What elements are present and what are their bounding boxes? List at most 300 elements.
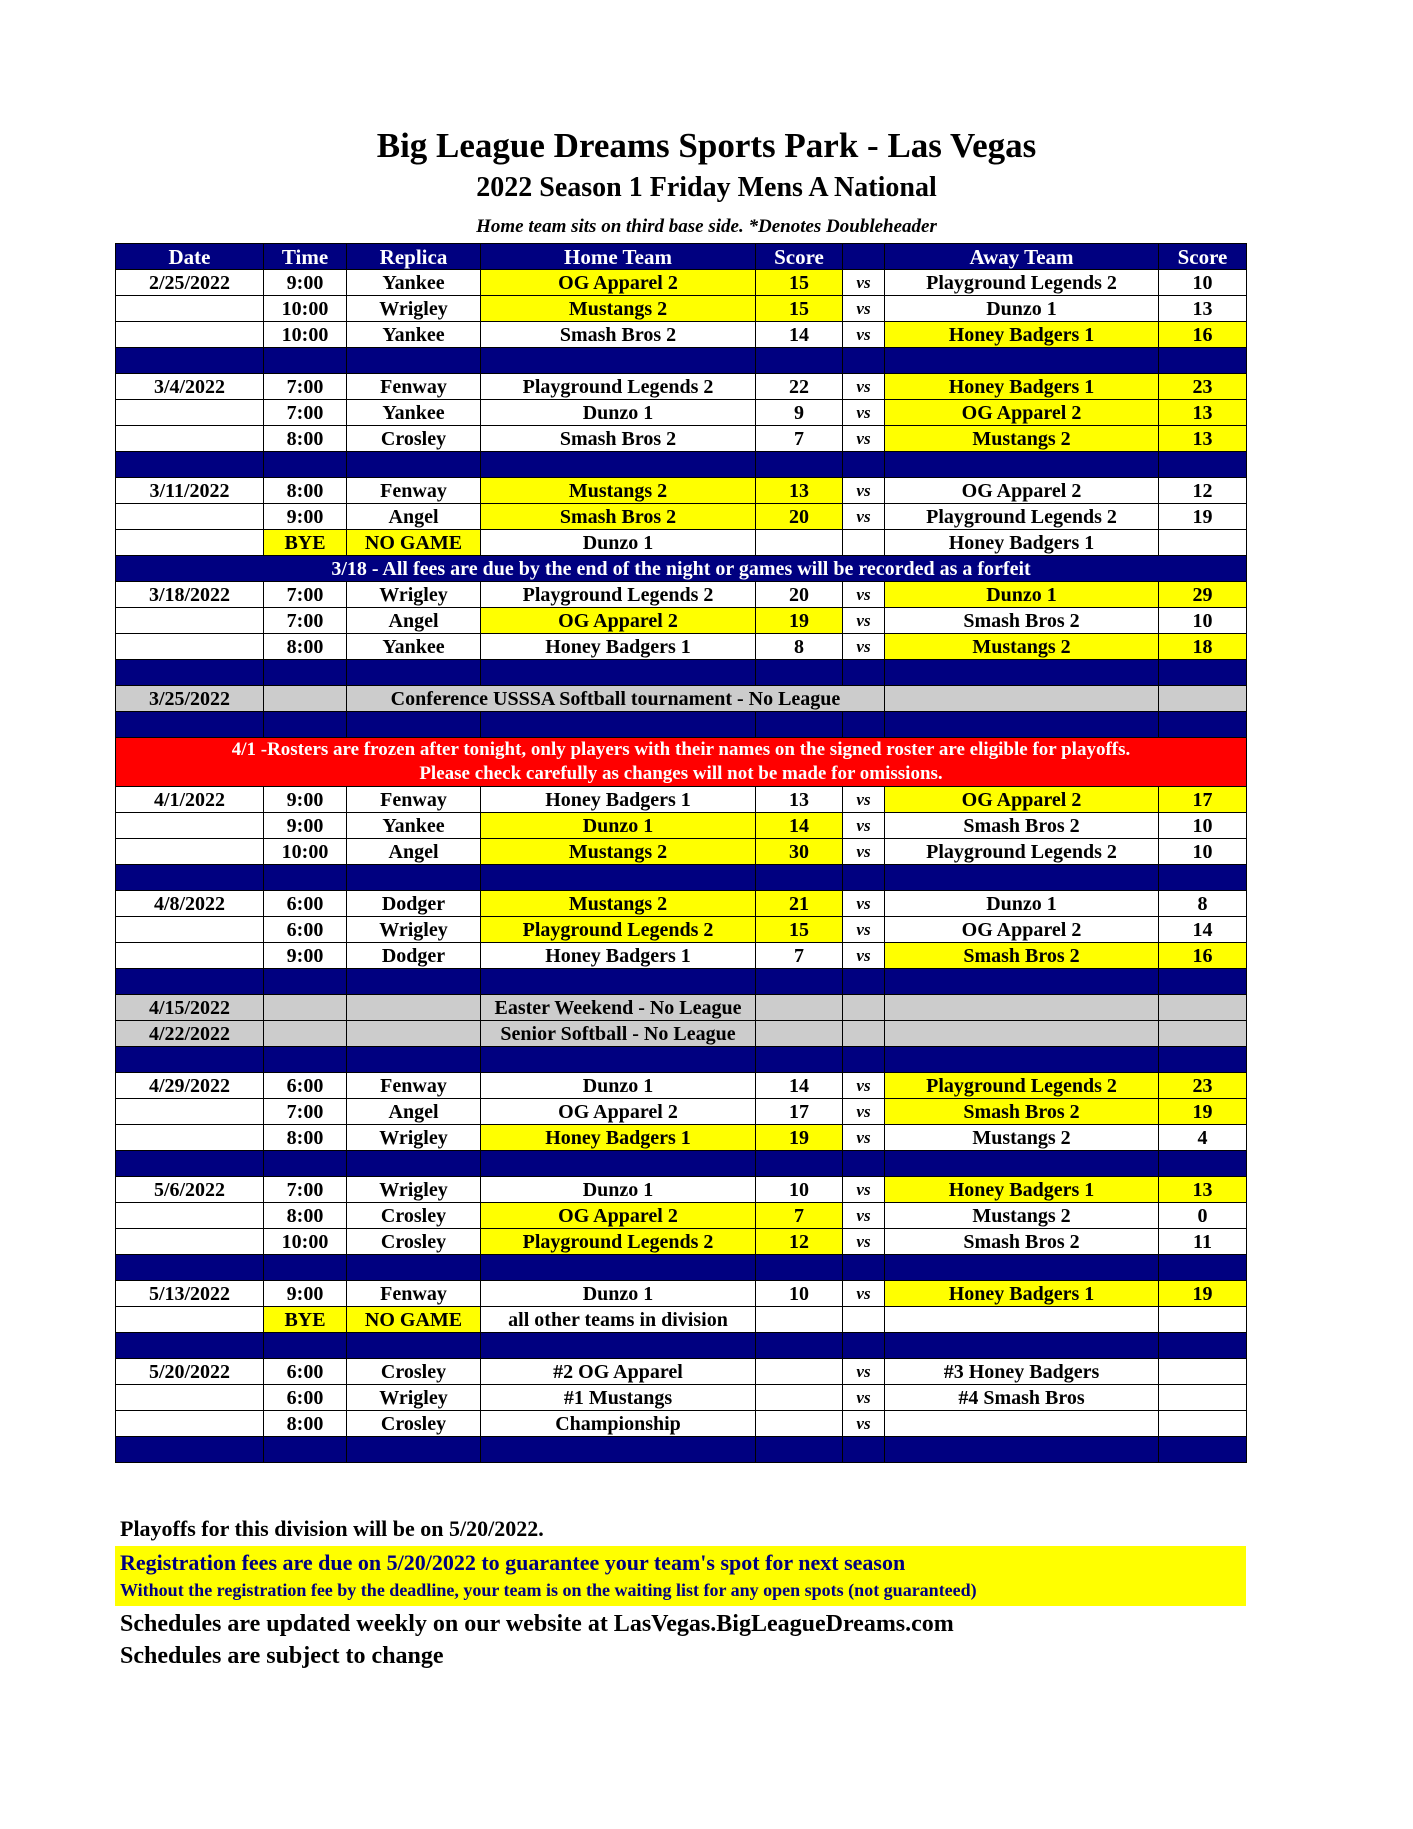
spacer-cell: [116, 1437, 264, 1463]
vs-cell: vs: [843, 634, 885, 660]
spacer-cell: [1159, 452, 1247, 478]
vs-cell: [843, 530, 885, 556]
spacer-cell: [264, 1151, 347, 1177]
schedule-table: [115, 243, 1247, 1463]
spacer-cell: [347, 1151, 481, 1177]
spacer-cell: [885, 660, 1159, 686]
replica-cell: Yankee: [347, 322, 481, 348]
time-cell: 7:00: [264, 400, 347, 426]
away-score-cell: 10: [1159, 608, 1247, 634]
home-team-note: Home team sits on third base side. *Denotes Doubleheader: [476, 216, 937, 237]
home-team-cell: #1 Mustangs: [481, 1385, 756, 1411]
replica-cell: Crosley: [347, 1203, 481, 1229]
spacer-row: [116, 348, 1247, 374]
home-score-cell: 7: [756, 1203, 843, 1229]
away-team-cell: Honey Badgers 1: [885, 530, 1159, 556]
spacer-row: [116, 1333, 1247, 1359]
home-team-cell: Honey Badgers 1: [481, 943, 756, 969]
away-team-cell: Playground Legends 2: [885, 1073, 1159, 1099]
replica-cell: Wrigley: [347, 917, 481, 943]
date-cell: [116, 1411, 264, 1437]
spacer-cell: [885, 1437, 1159, 1463]
spacer-row: [116, 1437, 1247, 1463]
date-cell: 5/6/2022: [116, 1177, 264, 1203]
col-header-home-score: Score: [756, 244, 843, 270]
spacer-cell: [116, 865, 264, 891]
vs-cell: vs: [843, 1203, 885, 1229]
replica-cell: [347, 1021, 481, 1047]
away-team-cell: OG Apparel 2: [885, 400, 1159, 426]
away-score-cell: 13: [1159, 426, 1247, 452]
spacer-cell: [264, 660, 347, 686]
away-team-cell: Smash Bros 2: [885, 943, 1159, 969]
date-cell: [116, 1229, 264, 1255]
home-team-cell: Honey Badgers 1: [481, 787, 756, 813]
home-team-cell: Playground Legends 2: [481, 1229, 756, 1255]
spacer-cell: [481, 865, 756, 891]
spacer-cell: [264, 1437, 347, 1463]
date-cell: [116, 322, 264, 348]
col-header-away-team: Away Team: [885, 244, 1159, 270]
home-score-cell: [756, 1385, 843, 1411]
no-league-text: Easter Weekend - No League: [481, 995, 756, 1021]
home-team-cell: Mustangs 2: [481, 296, 756, 322]
away-team-cell: Playground Legends 2: [885, 839, 1159, 865]
away-team-cell: Dunzo 1: [885, 582, 1159, 608]
replica-cell: Yankee: [347, 813, 481, 839]
spacer-cell: [1159, 1437, 1247, 1463]
home-team-cell: Smash Bros 2: [481, 504, 756, 530]
roster-notice-line-2: Please check carefully as changes will not be made for omissions.: [419, 763, 943, 784]
spacer-cell: [481, 712, 756, 738]
away-team-cell: Smash Bros 2: [885, 1229, 1159, 1255]
spacer-cell: [264, 348, 347, 374]
spacer-cell: [481, 1255, 756, 1281]
away-score-cell: 4: [1159, 1125, 1247, 1151]
vs-cell: vs: [843, 1177, 885, 1203]
home-team-cell: Honey Badgers 1: [481, 1125, 756, 1151]
home-score-cell: 15: [756, 296, 843, 322]
spacer-cell: [1159, 660, 1247, 686]
spacer-cell: [116, 969, 264, 995]
vs-cell: vs: [843, 943, 885, 969]
game-row: [116, 1099, 1247, 1125]
away-score-cell: 10: [1159, 839, 1247, 865]
home-score-cell: 9: [756, 400, 843, 426]
home-team-cell: Playground Legends 2: [481, 374, 756, 400]
date-cell: 5/20/2022: [116, 1359, 264, 1385]
game-row: [116, 504, 1247, 530]
spacer-cell: [756, 1047, 843, 1073]
spacer-cell: [843, 1151, 885, 1177]
game-row: [116, 1073, 1247, 1099]
away-score-cell: [1159, 686, 1247, 712]
home-score-cell: 13: [756, 787, 843, 813]
spacer-cell: [885, 1047, 1159, 1073]
away-team-cell: #4 Smash Bros: [885, 1385, 1159, 1411]
spacer-cell: [347, 1047, 481, 1073]
game-row: [116, 1229, 1247, 1255]
replica-cell: [347, 995, 481, 1021]
time-cell: 7:00: [264, 374, 347, 400]
away-score-cell: 12: [1159, 478, 1247, 504]
registration-waitlist-note: Without the registration fee by the deadline, your team is on the waiting list for any open spots (not guaranteed): [120, 1580, 977, 1600]
home-score-cell: [756, 1307, 843, 1333]
spacer-cell: [264, 1255, 347, 1281]
spacer-row: [116, 969, 1247, 995]
date-cell: 4/15/2022: [116, 995, 264, 1021]
spacer-cell: [264, 865, 347, 891]
spacer-cell: [347, 1437, 481, 1463]
vs-cell: vs: [843, 1359, 885, 1385]
away-team-cell: [885, 995, 1159, 1021]
replica-cell: Dodger: [347, 891, 481, 917]
no-league-text: Conference USSSA Softball tournament - No League: [347, 686, 885, 712]
header-row: [116, 244, 1247, 270]
vs-cell: vs: [843, 504, 885, 530]
spacer-row: [116, 1047, 1247, 1073]
spacer-cell: [1159, 1047, 1247, 1073]
home-score-cell: 7: [756, 426, 843, 452]
spacer-cell: [264, 712, 347, 738]
away-score-cell: 11: [1159, 1229, 1247, 1255]
date-cell: [116, 608, 264, 634]
home-score-cell: 15: [756, 270, 843, 296]
vs-cell: vs: [843, 1411, 885, 1437]
schedule-body: [116, 270, 1247, 1463]
date-cell: [116, 917, 264, 943]
away-team-cell: Honey Badgers 1: [885, 1281, 1159, 1307]
away-team-cell: OG Apparel 2: [885, 787, 1159, 813]
replica-cell: Yankee: [347, 270, 481, 296]
spacer-cell: [756, 865, 843, 891]
home-score-cell: 15: [756, 917, 843, 943]
roster-notice: [116, 738, 1247, 787]
home-team-cell: OG Apparel 2: [481, 1099, 756, 1125]
spacer-cell: [116, 452, 264, 478]
spacer-row: [116, 1255, 1247, 1281]
spacer-cell: [843, 452, 885, 478]
away-score-cell: 10: [1159, 270, 1247, 296]
game-row: [116, 582, 1247, 608]
col-header-away-score: Score: [1159, 244, 1247, 270]
spacer-cell: [347, 865, 481, 891]
replica-cell: Wrigley: [347, 1125, 481, 1151]
registration-note: Registration fees are due on 5/20/2022 to guarantee your team's spot for next season: [120, 1550, 906, 1575]
time-cell: 9:00: [264, 787, 347, 813]
replica-cell: NO GAME: [347, 1307, 481, 1333]
time-cell: 8:00: [264, 426, 347, 452]
time-cell: 7:00: [264, 582, 347, 608]
no-league-row: [116, 995, 1247, 1021]
away-team-cell: Honey Badgers 1: [885, 1177, 1159, 1203]
home-score-cell: 8: [756, 634, 843, 660]
away-team-cell: [885, 1411, 1159, 1437]
game-row: [116, 1385, 1247, 1411]
away-score-cell: 19: [1159, 1099, 1247, 1125]
away-score-cell: 16: [1159, 322, 1247, 348]
spacer-cell: [116, 1047, 264, 1073]
replica-cell: Fenway: [347, 478, 481, 504]
spacer-cell: [1159, 348, 1247, 374]
away-score-cell: 29: [1159, 582, 1247, 608]
spacer-cell: [843, 1437, 885, 1463]
replica-cell: Angel: [347, 1099, 481, 1125]
website-note: Schedules are updated weekly on our website at LasVegas.BigLeagueDreams.com: [120, 1611, 954, 1637]
date-cell: [116, 530, 264, 556]
away-score-cell: 10: [1159, 813, 1247, 839]
spacer-row: [116, 865, 1247, 891]
time-cell: 9:00: [264, 504, 347, 530]
away-team-cell: Smash Bros 2: [885, 1099, 1159, 1125]
date-cell: 3/4/2022: [116, 374, 264, 400]
date-cell: 4/8/2022: [116, 891, 264, 917]
date-cell: [116, 839, 264, 865]
away-team-cell: Mustangs 2: [885, 426, 1159, 452]
spacer-cell: [347, 1255, 481, 1281]
game-row: [116, 1411, 1247, 1437]
replica-cell: Wrigley: [347, 1177, 481, 1203]
away-team-cell: Playground Legends 2: [885, 270, 1159, 296]
spacer-cell: [756, 1151, 843, 1177]
spacer-cell: [1159, 712, 1247, 738]
spacer-cell: [1159, 1333, 1247, 1359]
date-cell: [116, 1203, 264, 1229]
vs-cell: vs: [843, 270, 885, 296]
time-cell: 10:00: [264, 296, 347, 322]
away-team-cell: #3 Honey Badgers: [885, 1359, 1159, 1385]
game-row: [116, 296, 1247, 322]
away-score-cell: [1159, 1307, 1247, 1333]
home-team-cell: Playground Legends 2: [481, 917, 756, 943]
time-cell: 10:00: [264, 1229, 347, 1255]
spacer-cell: [347, 969, 481, 995]
vs-cell: vs: [843, 426, 885, 452]
col-header-replica: Replica: [347, 244, 481, 270]
time-cell: 8:00: [264, 634, 347, 660]
home-score-cell: 13: [756, 478, 843, 504]
vs-cell: vs: [843, 1229, 885, 1255]
game-row: [116, 839, 1247, 865]
time-cell: 8:00: [264, 1125, 347, 1151]
replica-cell: Crosley: [347, 1359, 481, 1385]
time-cell: [264, 686, 347, 712]
spacer-cell: [347, 348, 481, 374]
game-row: [116, 813, 1247, 839]
spacer-cell: [481, 1151, 756, 1177]
replica-cell: Fenway: [347, 787, 481, 813]
date-cell: 2/25/2022: [116, 270, 264, 296]
vs-cell: [843, 995, 885, 1021]
replica-cell: Angel: [347, 608, 481, 634]
vs-cell: vs: [843, 478, 885, 504]
home-team-cell: OG Apparel 2: [481, 1203, 756, 1229]
away-score-cell: [1159, 995, 1247, 1021]
time-cell: 6:00: [264, 1073, 347, 1099]
date-cell: 4/29/2022: [116, 1073, 264, 1099]
time-cell: 9:00: [264, 813, 347, 839]
spacer-cell: [885, 452, 1159, 478]
home-team-cell: Honey Badgers 1: [481, 634, 756, 660]
spacer-cell: [756, 712, 843, 738]
spacer-cell: [885, 969, 1159, 995]
date-cell: 3/11/2022: [116, 478, 264, 504]
bye-row: [116, 530, 1247, 556]
spacer-cell: [264, 969, 347, 995]
time-cell: 9:00: [264, 943, 347, 969]
spacer-cell: [347, 452, 481, 478]
vs-cell: vs: [843, 296, 885, 322]
replica-cell: Wrigley: [347, 1385, 481, 1411]
col-header-time: Time: [264, 244, 347, 270]
date-cell: [116, 296, 264, 322]
away-team-cell: Honey Badgers 1: [885, 322, 1159, 348]
vs-cell: vs: [843, 1385, 885, 1411]
game-row: [116, 787, 1247, 813]
away-score-cell: [1159, 1359, 1247, 1385]
away-score-cell: 19: [1159, 504, 1247, 530]
vs-cell: [843, 1307, 885, 1333]
spacer-cell: [1159, 969, 1247, 995]
spacer-cell: [481, 660, 756, 686]
game-row: [116, 891, 1247, 917]
vs-cell: vs: [843, 608, 885, 634]
time-cell: 6:00: [264, 1385, 347, 1411]
col-header-home-team: Home Team: [481, 244, 756, 270]
game-row: [116, 1281, 1247, 1307]
time-cell: 10:00: [264, 839, 347, 865]
away-team-cell: Dunzo 1: [885, 891, 1159, 917]
spacer-cell: [843, 865, 885, 891]
away-team-cell: OG Apparel 2: [885, 478, 1159, 504]
game-row: [116, 1359, 1247, 1385]
home-score-cell: 14: [756, 813, 843, 839]
game-row: [116, 634, 1247, 660]
game-row: [116, 400, 1247, 426]
date-cell: [116, 813, 264, 839]
date-cell: 5/13/2022: [116, 1281, 264, 1307]
away-score-cell: 18: [1159, 634, 1247, 660]
no-league-text: Senior Softball - No League: [481, 1021, 756, 1047]
spacer-cell: [885, 712, 1159, 738]
home-score-cell: [756, 1359, 843, 1385]
away-score-cell: 14: [1159, 917, 1247, 943]
spacer-cell: [116, 712, 264, 738]
replica-cell: Wrigley: [347, 582, 481, 608]
spacer-cell: [843, 660, 885, 686]
spacer-row: [116, 452, 1247, 478]
spacer-cell: [347, 712, 481, 738]
fees-notice-row: [116, 556, 1247, 582]
home-score-cell: 10: [756, 1281, 843, 1307]
spacer-cell: [756, 348, 843, 374]
spacer-row: [116, 1151, 1247, 1177]
home-score-cell: 30: [756, 839, 843, 865]
home-score-cell: [756, 1021, 843, 1047]
time-cell: 7:00: [264, 608, 347, 634]
spacer-cell: [481, 1333, 756, 1359]
home-team-cell: Dunzo 1: [481, 400, 756, 426]
time-cell: 8:00: [264, 1411, 347, 1437]
vs-cell: vs: [843, 813, 885, 839]
away-score-cell: 16: [1159, 943, 1247, 969]
col-header-vs: [843, 244, 885, 270]
replica-cell: Angel: [347, 839, 481, 865]
spacer-cell: [264, 1047, 347, 1073]
home-team-cell: Smash Bros 2: [481, 426, 756, 452]
home-score-cell: 17: [756, 1099, 843, 1125]
away-score-cell: 13: [1159, 1177, 1247, 1203]
home-team-cell: Mustangs 2: [481, 478, 756, 504]
spacer-cell: [116, 1333, 264, 1359]
replica-cell: Wrigley: [347, 296, 481, 322]
replica-cell: Dodger: [347, 943, 481, 969]
away-score-cell: [1159, 1021, 1247, 1047]
home-team-cell: Dunzo 1: [481, 1177, 756, 1203]
time-cell: 6:00: [264, 1359, 347, 1385]
away-team-cell: Mustangs 2: [885, 634, 1159, 660]
time-cell: 6:00: [264, 917, 347, 943]
time-cell: 9:00: [264, 270, 347, 296]
home-score-cell: 19: [756, 1125, 843, 1151]
away-team-cell: Smash Bros 2: [885, 608, 1159, 634]
spacer-cell: [1159, 1255, 1247, 1281]
vs-cell: vs: [843, 1073, 885, 1099]
date-cell: [116, 426, 264, 452]
away-score-cell: 19: [1159, 1281, 1247, 1307]
home-team-cell: Dunzo 1: [481, 813, 756, 839]
page-subtitle: 2022 Season 1 Friday Mens A National: [476, 172, 937, 203]
spacer-cell: [756, 452, 843, 478]
away-score-cell: 13: [1159, 296, 1247, 322]
away-team-cell: Smash Bros 2: [885, 813, 1159, 839]
playoffs-note: Playoffs for this division will be on 5/20/2022.: [120, 1516, 544, 1541]
date-cell: 3/18/2022: [116, 582, 264, 608]
replica-cell: NO GAME: [347, 530, 481, 556]
time-cell: 9:00: [264, 1281, 347, 1307]
away-team-cell: OG Apparel 2: [885, 917, 1159, 943]
time-cell: [264, 995, 347, 1021]
home-score-cell: 14: [756, 1073, 843, 1099]
date-cell: [116, 400, 264, 426]
game-row: [116, 322, 1247, 348]
date-cell: [116, 504, 264, 530]
away-score-cell: 8: [1159, 891, 1247, 917]
game-row: [116, 1125, 1247, 1151]
home-team-cell: Smash Bros 2: [481, 322, 756, 348]
home-team-cell: Championship: [481, 1411, 756, 1437]
vs-cell: vs: [843, 374, 885, 400]
spacer-cell: [347, 1333, 481, 1359]
roster-freeze-notice-row: [116, 738, 1247, 787]
home-team-cell: Playground Legends 2: [481, 582, 756, 608]
date-cell: 4/22/2022: [116, 1021, 264, 1047]
no-league-row: [116, 1021, 1247, 1047]
vs-cell: vs: [843, 1125, 885, 1151]
home-score-cell: [756, 1411, 843, 1437]
home-team-cell: Mustangs 2: [481, 891, 756, 917]
replica-cell: Yankee: [347, 400, 481, 426]
game-row: [116, 426, 1247, 452]
game-row: [116, 917, 1247, 943]
home-team-cell: Dunzo 1: [481, 530, 756, 556]
home-team-cell: Mustangs 2: [481, 839, 756, 865]
vs-cell: vs: [843, 322, 885, 348]
replica-cell: Fenway: [347, 1281, 481, 1307]
spacer-cell: [116, 660, 264, 686]
spacer-cell: [885, 1255, 1159, 1281]
spacer-cell: [481, 1047, 756, 1073]
